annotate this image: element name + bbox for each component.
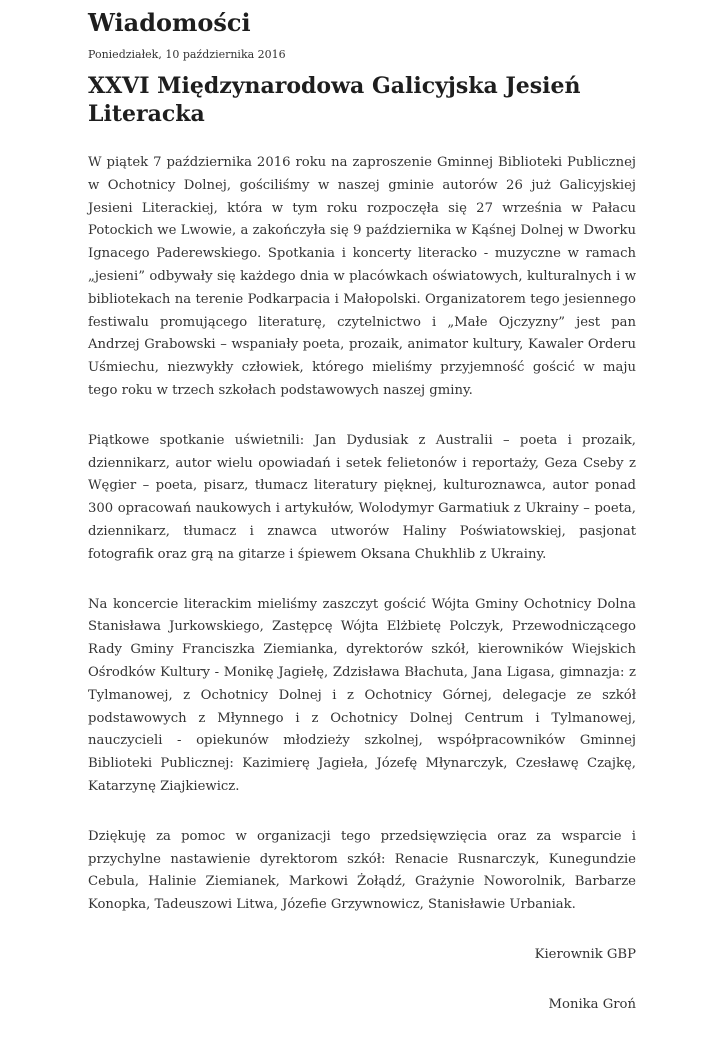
section-title: Wiadomości (88, 8, 251, 37)
post-date: Poniedziałek, 10 października 2016 (88, 48, 286, 61)
signature-name: Monika Groń (548, 996, 636, 1012)
signature-role: Kierownik GBP (534, 946, 636, 962)
paragraph: W piątek 7 października 2016 roku na zaproszenie Gminnej Biblioteki Publicznej w Ochotnicy Dolnej, gościliśmy w naszej gminie autorów 26 już Galicyjskiej Jesieni Literackiej, która w tym roku rozpoczęła się 27 września w Pałacu Potockich we Lwowie, a zakończyła się 9 października w Kąśnej Dolnej w Dworku Ignacego Paderewskiego. Spotkania i koncerty literacko - muzyczne w ramach „jesieni” odbywały się każdego dnia w placówkach oświatowych, kulturalnych i w bibliotekach na terenie Podkarpacia i Małopolski. Organizatorem tego jesiennego festiwalu promującego literaturę, czytelnictwo i „Małe Ojczyzny” jest pan Andrzej Grabowski – wspaniały poeta, prozaik, animator kultury, Kawaler Orderu Uśmiechu, niezwykły człowiek, którego mieliśmy przyjemność gościć w maju tego roku w trzech szkołach podstawowych naszej gminy. (88, 155, 636, 398)
article-body (88, 152, 636, 1044)
paragraph: Na koncercie literackim mieliśmy zaszczyt gościć Wójta Gminy Ochotnicy Dolna Stanisława Jurkowskiego, Zastępcę Wójta Elżbietę Polczyk, Przewodniczącego Rady Gminy Franciszka Ziemianka, dyrektorów szkół, kierowników Wiejskich Ośrodków Kultury - Monikę Jagiełę, Zdzisława Błachuta, Jana Ligasa, gimnazja: z Tylmanowej, z Ochotnicy Dolnej i z Ochotnicy Górnej, delegacje ze szkół podstawowych z Młynnego i z Ochotnicy Dolnej Centrum i Tylmanowej, nauczycieli - opiekunów młodzieży szkolnej, współpracowników Gminnej Biblioteki Publicznej: Kazimierę Jagieła, Józefę Młynarczyk, Czesławę Czajkę, Katarzynę Ziajkiewicz. (88, 596, 636, 794)
paragraph: Dziękuję za pomoc w organizacji tego przedsięwzięcia oraz za wsparcie i przychylne nastawienie dyrektorom szkół: Renacie Rusnarczyk, Kunegundzie Cebula, Halinie Ziemianek, Markowi Żołądź, Grażynie Noworolnik, Barbarze Konopka, Tadeuszowi Litwa, Józefie Grzywnowicz, Stanisławie Urbaniak. (88, 828, 636, 913)
article-title: XXVI Międzynarodowa Galicyjska Jesień Literacka (88, 73, 581, 127)
paragraph: Piątkowe spotkanie uświetnili: Jan Dydusiak z Australii – poeta i prozaik, dziennikarz, autor wielu opowiadań i setek felietonów i reportaży, Geza Cseby z Węgier – poeta, pisarz, tłumacz literatury pięknej, kulturoznawca, autor ponad 300 opracowań naukowych i artykułów, Wolodymyr Garmatiuk z Ukrainy – poeta, dziennikarz, tłumacz i znawca utworów Haliny Poświatowskiej, pasjonat fotografik oraz grą na gitarze i śpiewem Oksana Chukhlib z Ukrainy. (88, 432, 636, 562)
